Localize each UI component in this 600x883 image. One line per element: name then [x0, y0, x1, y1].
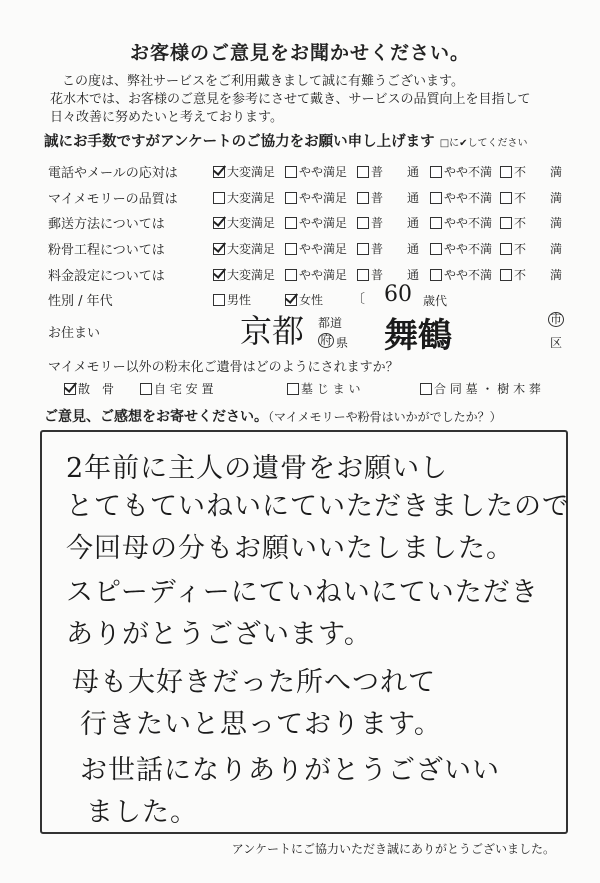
rating-checkbox[interactable]: [285, 192, 297, 204]
rating-option-label: やや満足: [299, 216, 348, 230]
rating-checkbox[interactable]: [357, 243, 369, 255]
other-use-label: 墓 じ ま い: [301, 382, 361, 396]
rating-option-label: 不 満: [514, 191, 563, 205]
rating-option[interactable]: [285, 266, 347, 283]
rating-option[interactable]: [357, 163, 419, 180]
rating-option[interactable]: [285, 214, 347, 231]
rating-option-label: 普 通: [371, 191, 420, 205]
comment-line: お世話になりありがとうございい: [80, 755, 500, 786]
city-value[interactable]: 舞鶴: [384, 316, 452, 356]
prefecture-suffix-top: 都道: [318, 316, 343, 330]
intro-line-1: この度は、弊社サービスをご利用戴きまして誠に有難うございます。: [62, 74, 464, 89]
rating-option-label: やや不満: [444, 268, 493, 282]
age-value[interactable]: 60: [384, 282, 412, 307]
male-checkbox[interactable]: [213, 294, 225, 306]
other-use-checkbox[interactable]: [64, 383, 76, 395]
rating-option-label: やや満足: [299, 268, 348, 282]
other-use-label: 散 骨: [78, 382, 115, 396]
other-use-option[interactable]: [420, 380, 541, 397]
rating-option-label: 普 通: [371, 216, 420, 230]
rating-checkbox[interactable]: [430, 243, 442, 255]
other-use-option[interactable]: [287, 380, 360, 397]
rating-option[interactable]: [500, 214, 562, 231]
rating-checkbox[interactable]: [285, 166, 297, 178]
gender-age-label: 性別 / 年代: [48, 294, 113, 309]
rating-option[interactable]: [285, 189, 347, 206]
rating-option-label: 大変満足: [227, 268, 276, 282]
rating-option[interactable]: [430, 266, 492, 283]
comment-heading-note: （マイメモリーや粉骨はいかがでしたか？）: [268, 410, 502, 424]
rating-option-label: やや不満: [444, 165, 493, 179]
address-label: お住まい: [48, 326, 101, 341]
rating-option-label: やや満足: [299, 242, 348, 256]
age-bracket-open: 〔: [352, 292, 366, 307]
question-label: マイメモリーの品質は: [48, 192, 178, 207]
comment-line: 今回母の分もお願いいたしました。: [66, 533, 514, 564]
comment-line: とてもていねいにていただきましたので: [66, 491, 570, 522]
rating-checkbox[interactable]: [213, 243, 225, 255]
rating-option-label: 大変満足: [227, 165, 276, 179]
rating-checkbox[interactable]: [430, 269, 442, 281]
city-suffix-circled: 市: [550, 312, 563, 326]
comment-line: 行きたいと思っております。: [80, 709, 442, 740]
rating-option-label: 普 通: [371, 165, 420, 179]
rating-checkbox[interactable]: [285, 243, 297, 255]
other-use-option[interactable]: [140, 380, 213, 397]
rating-option[interactable]: [285, 240, 347, 257]
rating-checkbox[interactable]: [500, 269, 512, 281]
intro-line-2: 花水木では、お客様のご意見を参考にさせて戴き、サービスの品質向上を目指して: [50, 92, 531, 107]
page-title: お客様のご意見をお聞かせください。: [129, 42, 470, 64]
rating-option[interactable]: [500, 240, 562, 257]
rating-option[interactable]: [357, 240, 419, 257]
rating-option[interactable]: [357, 214, 419, 231]
survey-request-text: 誠にお手数ですがアンケートのご協力をお願い申し上げます: [44, 134, 435, 150]
other-use-checkbox[interactable]: [420, 383, 432, 395]
rating-checkbox[interactable]: [285, 217, 297, 229]
rating-option-label: 不 満: [514, 268, 563, 282]
comment-heading: [44, 406, 502, 426]
rating-checkbox[interactable]: [357, 166, 369, 178]
rating-option-label: 普 通: [371, 242, 420, 256]
female-label: 女性: [299, 293, 324, 307]
prefecture-value[interactable]: 京都: [240, 312, 305, 350]
rating-option-label: 不 満: [514, 242, 563, 256]
rating-checkbox[interactable]: [430, 192, 442, 204]
rating-option[interactable]: [357, 189, 419, 206]
rating-option[interactable]: [213, 163, 275, 180]
other-use-option[interactable]: [64, 380, 114, 397]
footer-thanks: アンケートにご協力いただき誠にありがとうございました。: [231, 842, 555, 856]
rating-option-label: 大変満足: [227, 191, 276, 205]
rating-checkbox[interactable]: [213, 217, 225, 229]
question-label: 料金設定については: [48, 269, 165, 284]
rating-option[interactable]: [213, 240, 275, 257]
rating-checkbox[interactable]: [213, 192, 225, 204]
rating-checkbox[interactable]: [500, 166, 512, 178]
rating-option-label: 大変満足: [227, 216, 276, 230]
rating-option[interactable]: [430, 163, 492, 180]
prefecture-suffix-bottom: 県: [336, 336, 349, 350]
comment-line: ました。: [86, 797, 198, 828]
survey-request: [44, 130, 528, 151]
other-use-label: 合 同 墓 ・ 樹 木 葬: [434, 382, 541, 396]
rating-checkbox[interactable]: [500, 192, 512, 204]
question-label: 粉骨工程については: [48, 243, 165, 258]
rating-option-label: やや満足: [299, 191, 348, 205]
rating-option[interactable]: [285, 163, 347, 180]
rating-option-label: 普 通: [371, 268, 420, 282]
intro-line-3: 日々改善に努めたいと考えております。: [50, 110, 283, 125]
rating-option-label: やや不満: [444, 216, 493, 230]
rating-option-label: やや満足: [299, 165, 348, 179]
rating-checkbox[interactable]: [285, 269, 297, 281]
rating-checkbox[interactable]: [213, 269, 225, 281]
other-use-checkbox[interactable]: [140, 383, 152, 395]
other-use-label: 自 宅 安 置: [154, 382, 214, 396]
rating-option[interactable]: [500, 189, 562, 206]
rating-option-label: やや不満: [444, 191, 493, 205]
rating-option[interactable]: [213, 214, 275, 231]
rating-option[interactable]: [430, 189, 492, 206]
rating-option-label: 不 満: [514, 216, 563, 230]
rating-option[interactable]: [213, 189, 275, 206]
rating-checkbox[interactable]: [430, 166, 442, 178]
rating-option[interactable]: [500, 266, 562, 283]
other-use-checkbox[interactable]: [287, 383, 299, 395]
rating-option[interactable]: [357, 266, 419, 283]
question-label: 電話やメールの応対は: [48, 166, 178, 181]
rating-option[interactable]: [430, 214, 492, 231]
rating-option-label: やや不満: [444, 242, 493, 256]
rating-checkbox[interactable]: [357, 217, 369, 229]
comment-line: スピーディーにていねいにていただき: [66, 577, 539, 608]
rating-checkbox[interactable]: [357, 269, 369, 281]
comment-line: 母も大好きだった所へつれて: [72, 667, 436, 698]
other-use-question: マイメモリー以外の粉末化ご遺骨はどのようにされますか？: [48, 360, 399, 375]
rating-option[interactable]: [430, 240, 492, 257]
check-instruction: □に✔してください: [439, 138, 528, 149]
rating-checkbox[interactable]: [500, 243, 512, 255]
comment-line: ありがとうございます。: [66, 619, 372, 650]
rating-option[interactable]: [213, 266, 275, 283]
female-checkbox[interactable]: [285, 294, 297, 306]
question-label: 郵送方法については: [48, 217, 165, 232]
male-label: 男性: [227, 293, 252, 307]
rating-checkbox[interactable]: [357, 192, 369, 204]
city-suffix-bottom: 区: [550, 336, 563, 350]
comment-heading-text: ご意見、ご感想をお寄せください。: [44, 409, 268, 425]
rating-checkbox[interactable]: [500, 217, 512, 229]
rating-checkbox[interactable]: [213, 166, 225, 178]
rating-option[interactable]: [500, 163, 562, 180]
prefecture-suffix-circled: 府: [320, 333, 333, 347]
rating-checkbox[interactable]: [430, 217, 442, 229]
rating-option-label: 不 満: [514, 165, 563, 179]
rating-option-label: 大変満足: [227, 242, 276, 256]
age-suffix: 歳代: [423, 294, 448, 308]
comment-line: 2年前に主人の遺骨をお願いし: [66, 453, 449, 484]
